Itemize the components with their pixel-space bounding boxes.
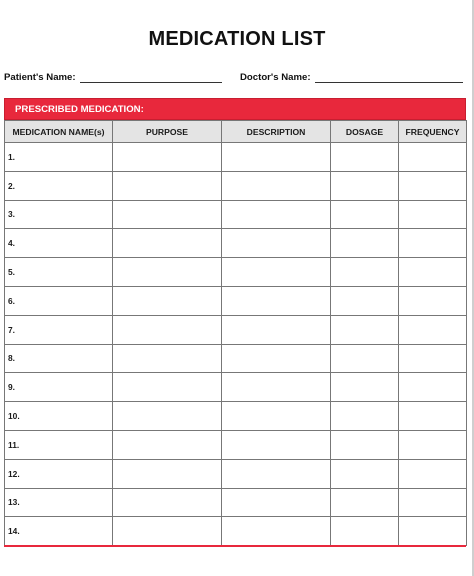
purpose-cell[interactable] (113, 459, 222, 488)
table-row (5, 402, 467, 431)
medication-name-cell[interactable] (5, 286, 113, 315)
header-description: DESCRIPTION (222, 121, 331, 143)
medication-name-cell[interactable] (5, 229, 113, 258)
table-row (5, 229, 467, 258)
purpose-cell[interactable] (113, 229, 222, 258)
row-number: 13. (8, 497, 20, 508)
medication-name-cell[interactable] (5, 258, 113, 287)
doctor-name-field[interactable] (240, 72, 463, 83)
row-number: 12. (8, 468, 20, 479)
row-number: 8. (8, 353, 15, 364)
purpose-cell[interactable] (113, 430, 222, 459)
frequency-cell[interactable] (399, 143, 467, 172)
table-row (5, 200, 467, 229)
row-number: 14. (8, 526, 20, 537)
prescribed-medication-banner: PRESCRIBED MEDICATION: (4, 98, 466, 120)
purpose-cell[interactable] (113, 344, 222, 373)
purpose-cell[interactable] (113, 258, 222, 287)
row-number: 6. (8, 295, 15, 306)
medication-table-section (4, 98, 466, 546)
dosage-cell[interactable] (331, 488, 399, 517)
patient-name-field[interactable] (4, 72, 222, 83)
dosage-cell[interactable] (331, 373, 399, 402)
medication-name-cell[interactable] (5, 315, 113, 344)
row-number: 3. (8, 209, 15, 220)
page-title: MEDICATION LIST (148, 28, 326, 50)
table-row (5, 373, 467, 402)
doctor-name-label: Doctor's Name: (240, 72, 311, 83)
frequency-cell[interactable] (399, 258, 467, 287)
description-cell[interactable] (222, 258, 331, 287)
purpose-cell[interactable] (113, 373, 222, 402)
patient-name-label: Patient's Name: (4, 72, 76, 83)
medication-name-cell[interactable] (5, 373, 113, 402)
purpose-cell[interactable] (113, 171, 222, 200)
description-cell[interactable] (222, 171, 331, 200)
dosage-cell[interactable] (331, 430, 399, 459)
header-dosage: DOSAGE (331, 121, 399, 143)
purpose-cell[interactable] (113, 143, 222, 172)
frequency-cell[interactable] (399, 200, 467, 229)
row-number: 7. (8, 324, 15, 335)
purpose-cell[interactable] (113, 488, 222, 517)
frequency-cell[interactable] (399, 373, 467, 402)
description-cell[interactable] (222, 344, 331, 373)
dosage-cell[interactable] (331, 229, 399, 258)
table-header-row (5, 121, 467, 143)
table-body (5, 143, 467, 546)
frequency-cell[interactable] (399, 402, 467, 431)
description-cell[interactable] (222, 430, 331, 459)
row-number: 1. (8, 151, 15, 162)
dosage-cell[interactable] (331, 258, 399, 287)
row-number: 10. (8, 411, 20, 422)
frequency-cell[interactable] (399, 517, 467, 546)
medication-name-cell[interactable] (5, 200, 113, 229)
description-cell[interactable] (222, 517, 331, 546)
row-number: 9. (8, 382, 15, 393)
doctor-name-line[interactable] (315, 72, 463, 83)
description-cell[interactable] (222, 315, 331, 344)
header-medication-name: MEDICATION NAME(s) (5, 121, 113, 143)
table-row (5, 430, 467, 459)
patient-name-line[interactable] (80, 72, 222, 83)
frequency-cell[interactable] (399, 286, 467, 315)
dosage-cell[interactable] (331, 200, 399, 229)
dosage-cell[interactable] (331, 286, 399, 315)
medication-name-cell[interactable] (5, 488, 113, 517)
row-number: 4. (8, 238, 15, 249)
row-number: 11. (8, 439, 20, 450)
description-cell[interactable] (222, 143, 331, 172)
purpose-cell[interactable] (113, 286, 222, 315)
medication-name-cell[interactable] (5, 344, 113, 373)
table-row (5, 171, 467, 200)
row-number: 5. (8, 267, 15, 278)
medication-name-cell[interactable] (5, 171, 113, 200)
frequency-cell[interactable] (399, 488, 467, 517)
table-row (5, 315, 467, 344)
frequency-cell[interactable] (399, 171, 467, 200)
frequency-cell[interactable] (399, 459, 467, 488)
header-frequency: FREQUENCY (399, 121, 467, 143)
header-purpose: PURPOSE (113, 121, 222, 143)
dosage-cell[interactable] (331, 171, 399, 200)
description-cell[interactable] (222, 373, 331, 402)
dosage-cell[interactable] (331, 143, 399, 172)
description-cell[interactable] (222, 200, 331, 229)
dosage-cell[interactable] (331, 315, 399, 344)
medication-name-cell[interactable] (5, 459, 113, 488)
table-row (5, 517, 467, 546)
purpose-cell[interactable] (113, 402, 222, 431)
table-row (5, 286, 467, 315)
dosage-cell[interactable] (331, 344, 399, 373)
dosage-cell[interactable] (331, 517, 399, 546)
medication-name-cell[interactable] (5, 143, 113, 172)
table-row (5, 459, 467, 488)
frequency-cell[interactable] (399, 430, 467, 459)
row-number: 2. (8, 180, 15, 191)
medication-name-cell[interactable] (5, 517, 113, 546)
medication-name-cell[interactable] (5, 402, 113, 431)
dosage-cell[interactable] (331, 459, 399, 488)
description-cell[interactable] (222, 229, 331, 258)
description-cell[interactable] (222, 459, 331, 488)
purpose-cell[interactable] (113, 200, 222, 229)
description-cell[interactable] (222, 488, 331, 517)
purpose-cell[interactable] (113, 315, 222, 344)
table-row (5, 488, 467, 517)
purpose-cell[interactable] (113, 517, 222, 546)
dosage-cell[interactable] (331, 402, 399, 431)
frequency-cell[interactable] (399, 229, 467, 258)
medication-table (4, 120, 467, 546)
table-row (5, 258, 467, 287)
table-row (5, 143, 467, 172)
frequency-cell[interactable] (399, 315, 467, 344)
description-cell[interactable] (222, 402, 331, 431)
name-fields (4, 72, 468, 90)
frequency-cell[interactable] (399, 344, 467, 373)
description-cell[interactable] (222, 286, 331, 315)
bottom-rule (4, 545, 466, 547)
table-row (5, 344, 467, 373)
medication-name-cell[interactable] (5, 430, 113, 459)
